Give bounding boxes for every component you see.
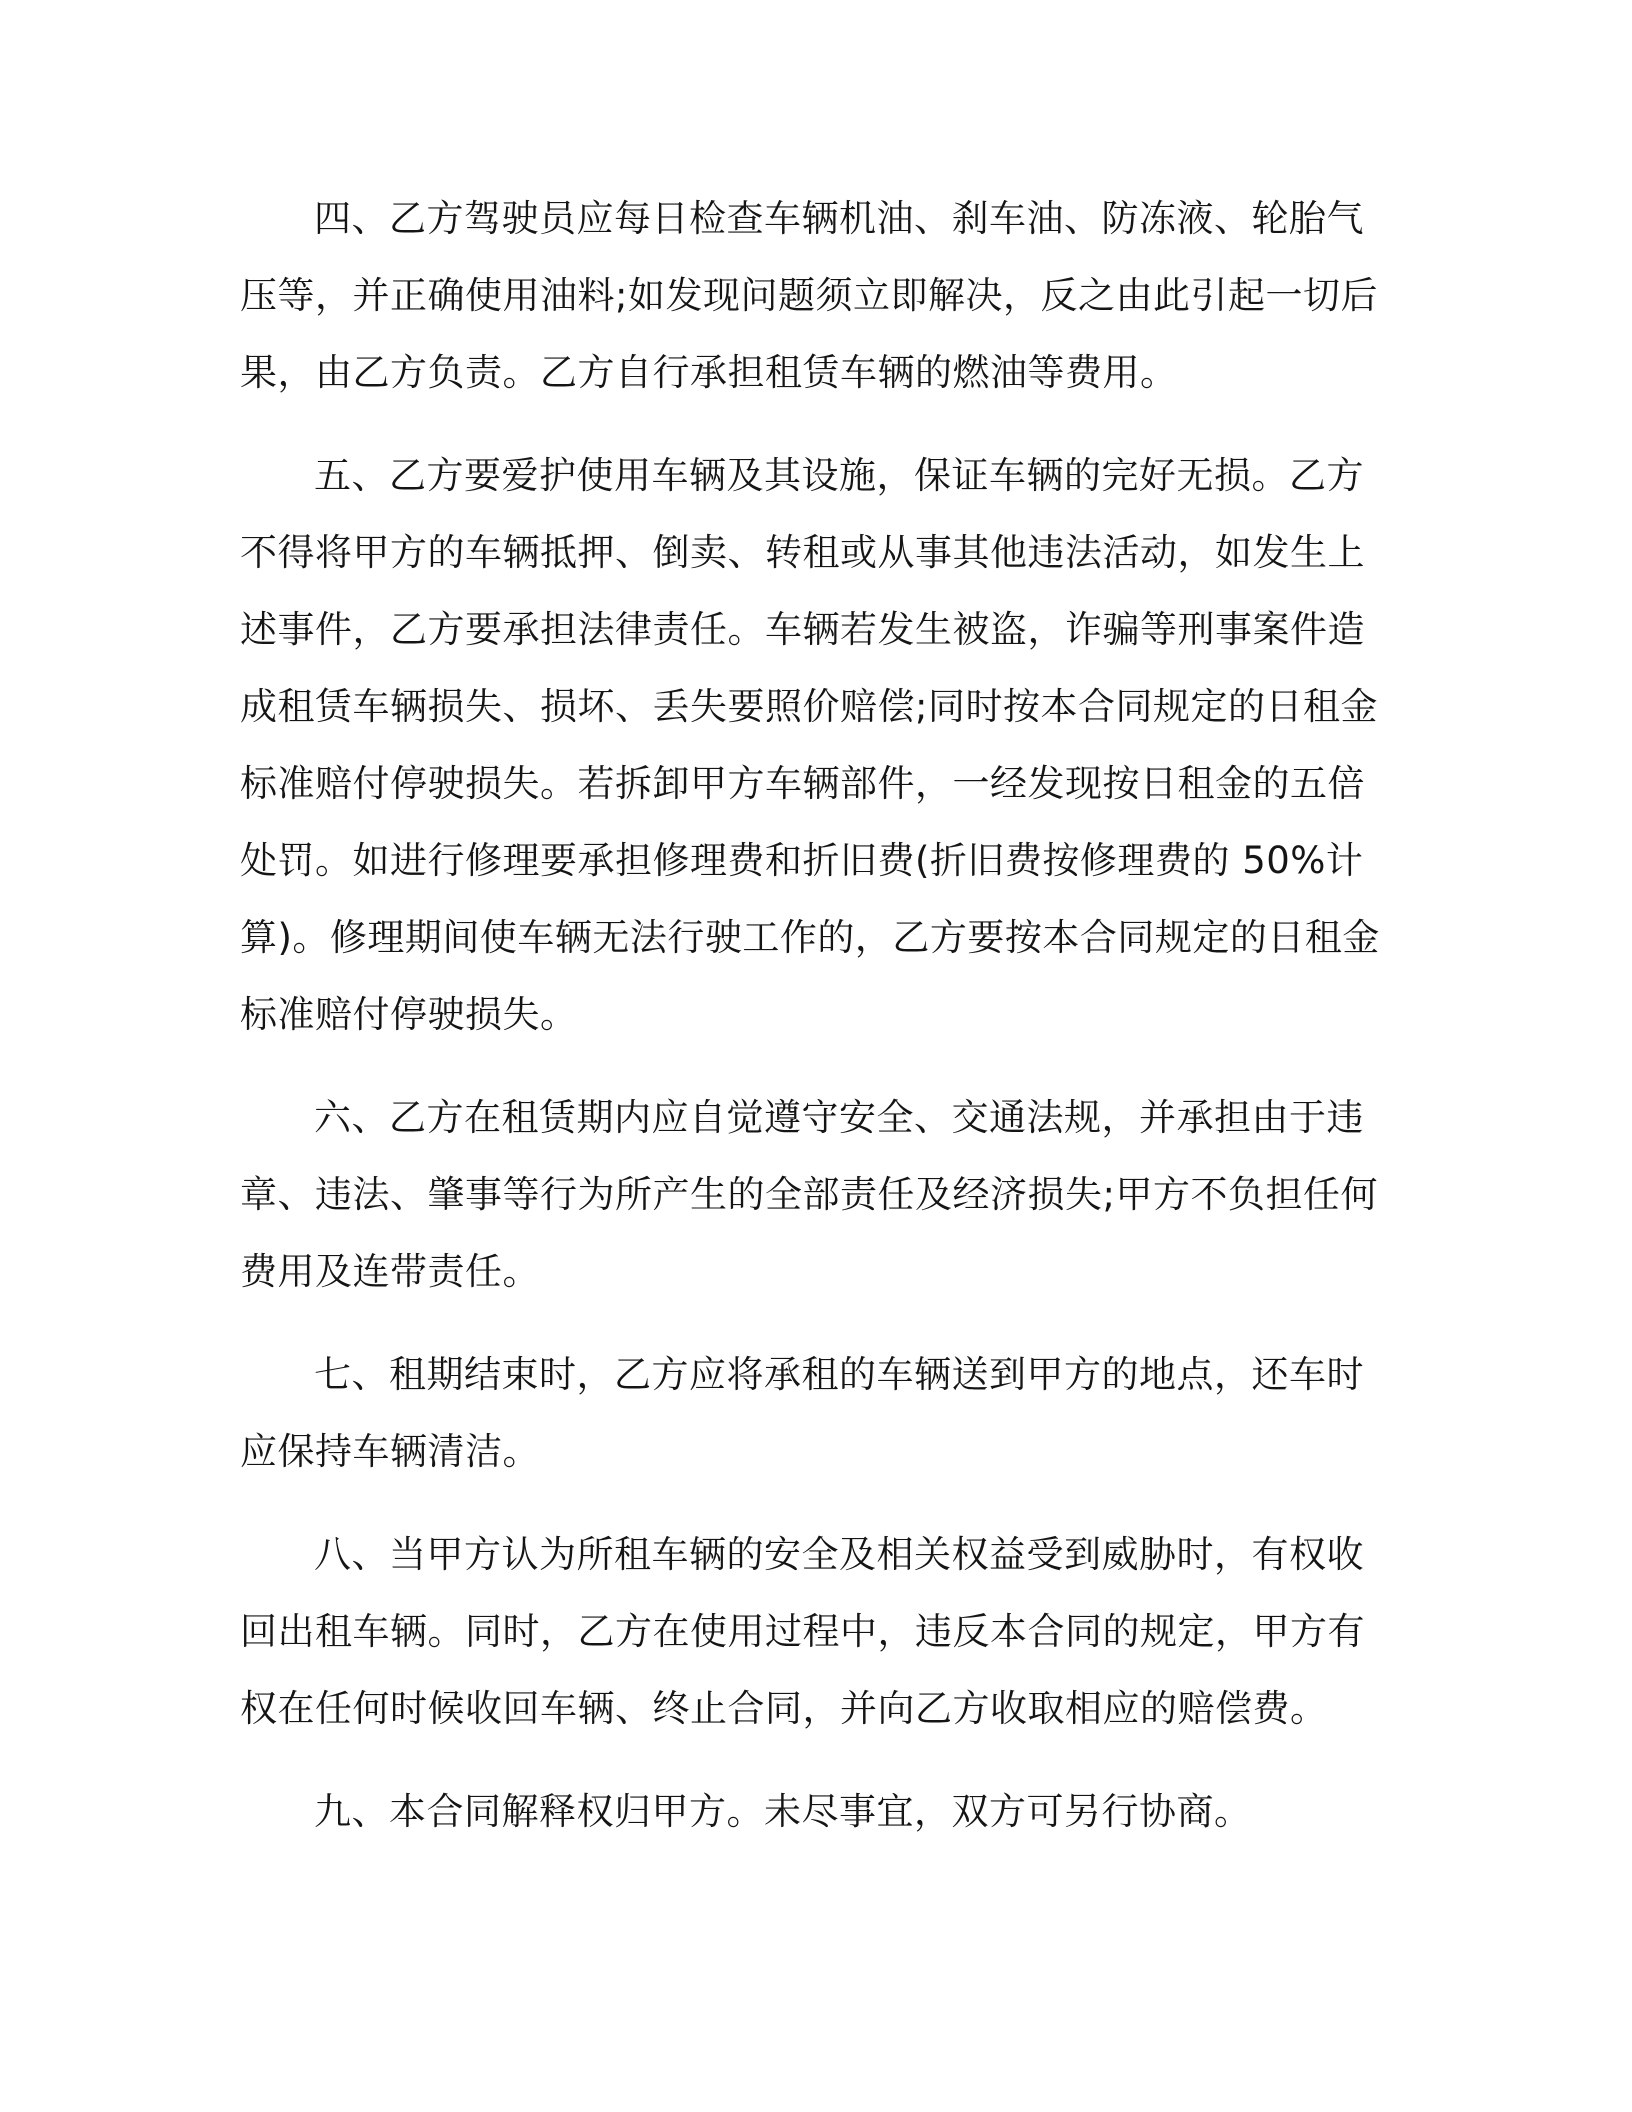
clause-8-line-3: 权在任何时候收回车辆、终止合同，并向乙方收取相应的赔偿费。: [240, 1687, 1328, 1730]
clause-5-line-7: 算)。修理期间使车辆无法行驶工作的，乙方要按本合同规定的日租金: [240, 916, 1380, 959]
clause-4-line-3: 果，由乙方负责。乙方自行承担租赁车辆的燃油等费用。: [240, 351, 1178, 394]
clause-6-line-2: 章、违法、肇事等行为所产生的全部责任及经济损失;甲方不负担任何: [240, 1173, 1378, 1216]
clause-5-line-6: 处罚。如进行修理要承担修理费和折旧费(折旧费按修理费的 50%计: [240, 839, 1364, 882]
clause-9-line-1: 九、本合同解释权归甲方。未尽事宜，双方可另行协商。: [314, 1790, 1252, 1833]
clause-7-line-2: 应保持车辆清洁。: [240, 1430, 540, 1473]
clause-5-line-4: 成租赁车辆损失、损坏、丢失要照价赔偿;同时按本合同规定的日租金: [240, 685, 1378, 728]
clause-8-line-1: 八、当甲方认为所租车辆的安全及相关权益受到威胁时，有权收: [314, 1533, 1364, 1576]
clause-5-line-2: 不得将甲方的车辆抵押、倒卖、转租或从事其他违法活动，如发生上: [240, 531, 1365, 574]
clause-4-line-1: 四、乙方驾驶员应每日检查车辆机油、刹车油、防冻液、轮胎气: [314, 197, 1364, 240]
clause-4-line-2: 压等，并正确使用油料;如发现问题须立即解决，反之由此引起一切后: [240, 274, 1378, 317]
clause-6-line-1: 六、乙方在租赁期内应自觉遵守安全、交通法规，并承担由于违: [314, 1096, 1364, 1139]
clause-5-line-5: 标准赔付停驶损失。若拆卸甲方车辆部件，一经发现按日租金的五倍: [240, 762, 1365, 805]
clause-6-line-3: 费用及连带责任。: [240, 1250, 540, 1293]
clause-5-line-1: 五、乙方要爱护使用车辆及其设施，保证车辆的完好无损。乙方: [314, 454, 1364, 497]
clause-7-line-1: 七、租期结束时，乙方应将承租的车辆送到甲方的地点，还车时: [314, 1353, 1364, 1396]
clause-5-line-8: 标准赔付停驶损失。: [240, 993, 578, 1036]
clause-5-line-3: 述事件，乙方要承担法律责任。车辆若发生被盗，诈骗等刑事案件造: [240, 608, 1365, 651]
clause-8-line-2: 回出租车辆。同时，乙方在使用过程中，违反本合同的规定，甲方有: [240, 1610, 1365, 1653]
